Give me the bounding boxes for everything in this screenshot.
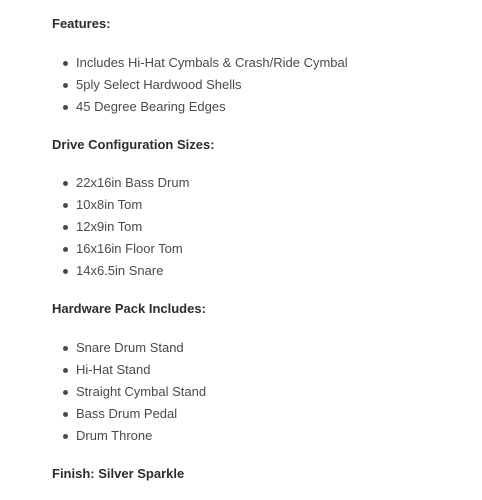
list-item: Snare Drum Stand	[52, 337, 206, 359]
finish-heading: Finish: Silver Sparkle	[52, 466, 185, 481]
list-item: 12x9in Tom	[52, 216, 189, 238]
list-item: 16x16in Floor Tom	[52, 238, 189, 260]
list-item: Straight Cymbal Stand	[52, 381, 206, 403]
list-item: 10x8in Tom	[52, 194, 189, 216]
list-item: 22x16in Bass Drum	[52, 172, 189, 194]
list-item: 14x6.5in Snare	[52, 260, 189, 282]
drive-configuration-heading: Drive Configuration Sizes:	[52, 137, 215, 152]
list-item: Drum Throne	[52, 425, 206, 447]
list-item: Bass Drum Pedal	[52, 403, 206, 425]
hardware-pack-heading: Hardware Pack Includes:	[52, 301, 206, 316]
features-list	[52, 52, 348, 118]
list-item: Hi-Hat Stand	[52, 359, 206, 381]
list-item: Includes Hi-Hat Cymbals & Crash/Ride Cymbal	[52, 52, 348, 74]
drive-sizes-list	[52, 172, 189, 282]
list-item: 5ply Select Hardwood Shells	[52, 74, 348, 96]
features-heading: Features:	[52, 16, 111, 31]
hardware-pack-list	[52, 337, 206, 447]
list-item: 45 Degree Bearing Edges	[52, 96, 348, 118]
